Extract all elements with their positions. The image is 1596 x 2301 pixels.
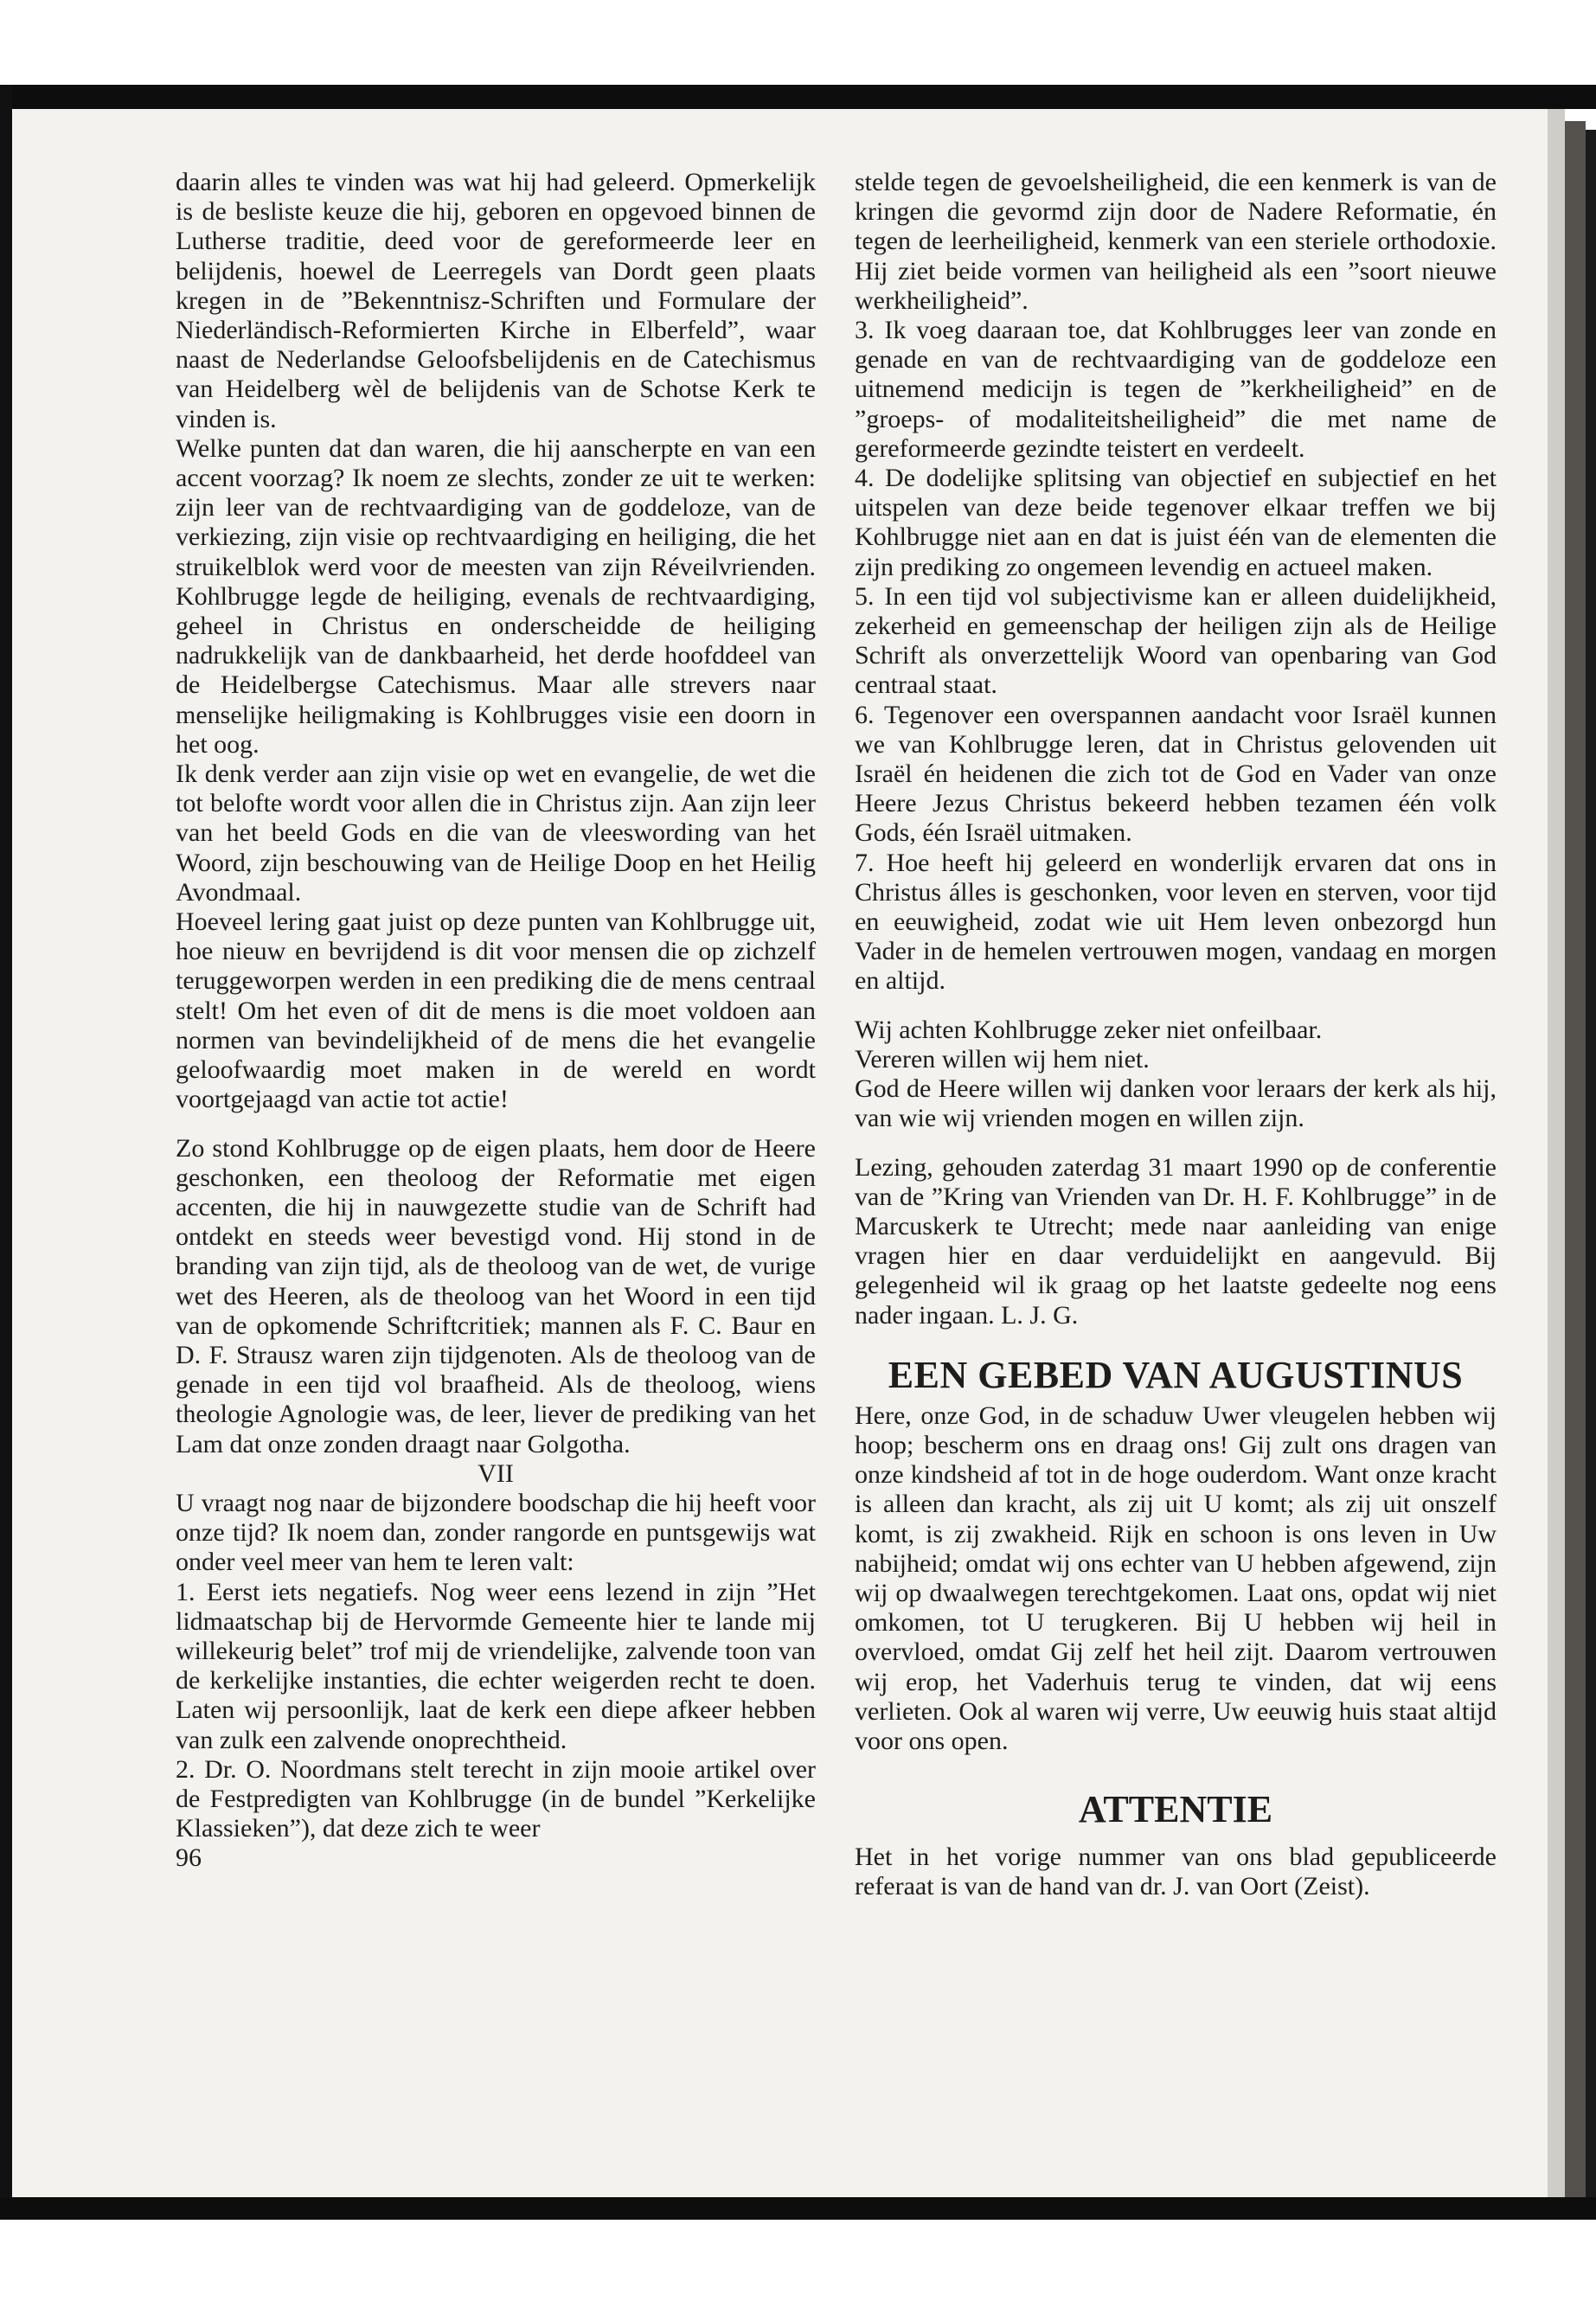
paragraph: 1. Eerst iets negatiefs. Nog weer eens lezend in zijn ”Het lidmaatschap bij de Hervormde Gemeente hier te lande mij willekeurig belet” trof mij de vriendelijke, zalvende toon van de kerkelijke instanties, die echter weigerden recht te doen. Laten wij persoonlijk, laat de kerk een diepe afkeer hebben van zulk een zalvende onoprechtheid. [176, 1577, 816, 1754]
paragraph: 6. Tegenover een overspannen aandacht voor Israël kunnen we van Kohlbrugge leren, dat in Christus gelovenden uit Israël én heidenen die zich tot de God en Vader van onze Heere Jezus Christus bekeerd hebben tezamen één volk Gods, één Israël uitmaken. [855, 700, 1497, 848]
left-column [176, 168, 816, 1874]
attention-text: Het in het vorige nummer van ons blad gepubliceerde referaat is van de hand van dr. J. van Oort (Zeist). [855, 1843, 1497, 1901]
paragraph: stelde tegen de gevoelsheiligheid, die een kenmerk is van de kringen die gevormd zijn door de Nadere Reformatie, én tegen de leerheiligheid, kenmerk van een steriele orthodoxie. Hij ziet beide vormen van heiligheid als een ”soort nieuwe werkheiligheid”. [855, 168, 1497, 315]
page-edge-shadow [1565, 121, 1586, 2197]
scan-top-border [0, 85, 1596, 109]
prayer-text: Here, onze God, in de schaduw Uwer vleugelen hebben wij hoop; bescherm ons en draag ons! Gij zult ons dragen van onze kindsheid af tot in de hoge ouderdom. Want onze kracht is alleen dan kracht, als zij uit U komt; als zij uit onszelf komt, is zij zwakheid. Rijk en schoon is ons leven in Uw nabijheid; omdat wij ons echter van U hebben afgewend, zijn wij op dwaalwegen terechtgekomen. Laat ons, opdat wij niet omkomen, tot U terugkeren. Bij U hebben wij heil in overvloed, omdat Gij zelf het heil zijt. Daarom vertrouwen wij erop, het Vaderhuis terug te vinden, dat wij eens verlieten. Ook al waren wij verre, Uw eeuwig huis staat altijd voor ons open. [855, 1400, 1497, 1755]
paragraph: 5. In een tijd vol subjectivisme kan er alleen duidelijkheid, zekerheid en gemeenschap der heiligen zijn als de Heilige Schrift als onverzettelijk Woord van openbaring van God centraal staat. [855, 581, 1497, 700]
closing-line: Vereren willen wij hem niet. [855, 1044, 1150, 1074]
section-heading: VII [478, 1458, 514, 1488]
lecture-note: Lezing, gehouden zaterdag 31 maart 1990 op de conferentie van de ”Kring van Vrienden van Dr. H. F. Kohlbrugge” in de Marcuskerk te Utrecht; mede naar aanleiding van enige vragen hier en daar verduidelijkt en aangevuld. Bij gelegenheid wil ik graag op het laatste gedeelte nog eens nader ingaan. L. J. G. [855, 1152, 1497, 1330]
scan-bottom-border [0, 2197, 1596, 2220]
prayer-heading: EEN GEBED VAN AUGUSTINUS [888, 1353, 1464, 1396]
page-number: 96 [176, 1843, 202, 1873]
right-column [855, 168, 1497, 1902]
paragraph: 2. Dr. O. Noordmans stelt terecht in zijn mooie artikel over de Festpredigten van Kohlbrugge (in de bundel ”Kerkelijke Klassieken”), dat deze zich te weer [176, 1754, 816, 1843]
closing-line: Wij achten Kohlbrugge zeker niet onfeilbaar. [855, 1015, 1323, 1044]
paragraph: U vraagt nog naar de bijzondere boodschap die hij heeft voor onze tijd? Ik noem dan, zonder rangorde en puntsgewijs wat onder veel meer van hem te leren valt: [176, 1488, 816, 1577]
paragraph: Hoeveel lering gaat juist op deze punten van Kohlbrugge uit, hoe nieuw en bevrijdend is dit voor mensen die op zichzelf teruggeworpen werden in een prediking die de mens centraal stelt! Om het even of dit de mens is die moet voldoen aan normen van bevindelijkheid of de mens die het evangelie geloofwaardig moet maken in de wereld en wordt voortgejaagd van actie tot actie! [176, 907, 816, 1114]
closing-line: God de Heere willen wij danken voor leraars der kerk als hij, van wie wij vrienden mogen en willen zijn. [855, 1074, 1497, 1133]
paragraph: daarin alles te vinden was wat hij had geleerd. Opmerkelijk is de besliste keuze die hij, geboren en opgevoed binnen de Lutherse traditie, deed voor de gereformeerde leer en belijdenis, hoewel de Leerregels van Dordt geen plaats kregen in de ”Bekenntnisz-Schriften und Formulare der Niederländisch-Reformierten Kirche in Elberfeld”, waar naast de Nederlandse Geloofsbelijdenis en de Catechismus van Heidelberg wèl de belijdenis van de Schotse Kerk te vinden is. [176, 168, 816, 433]
paragraph: Welke punten dat dan waren, die hij aanscherpte en van een accent voorzag? Ik noem ze slechts, zonder ze uit te werken: zijn leer van de rechtvaardiging van de goddeloze, van de verkiezing, zijn visie op rechtvaardiging en heiliging, die het struikelblok werd voor de meesten van zijn Réveilvrienden. Kohlbrugge legde de heiliging, evenals de rechtvaardiging, geheel in Christus en onderscheidde de heiliging nadrukkelijk van de dankbaarheid, het derde hoofddeel van de Heidelbergse Catechismus. Maar alle strevers naar menselijke heiligmaking is Kohlbrugges visie een doorn in het oog. [176, 433, 816, 759]
paragraph: 4. De dodelijke splitsing van objectief en subjectief en het uitspelen van deze beide tegenover elkaar treffen we bij Kohlbrugge niet aan en dat is juist één van de elementen die zijn prediking zo ongemeen levendig en actueel maken. [855, 464, 1497, 581]
page-edge-dark [1586, 130, 1596, 2197]
attention-heading: ATTENTIE [1078, 1788, 1273, 1831]
scan-left-border [0, 85, 12, 2204]
paragraph: 7. Hoe heeft hij geleerd en wonderlijk ervaren dat ons in Christus álles is geschonken, voor leven en sterven, voor tijd en eeuwigheid, zodat wie uit Hem leven onbezorgd hun Vader in de hemelen vertrouwen mogen, vandaag en morgen en altijd. [855, 848, 1497, 996]
page-edge-light [1548, 109, 1565, 2197]
paragraph: 3. Ik voeg daaraan toe, dat Kohlbrugges leer van zonde en genade en van de rechtvaardiging van de goddeloze een uitnemend medicijn is tegen de ”kerkheiligheid” en de ”groeps- of modaliteitsheiligheid” die met name de gereformeerde gezindte teistert en verdeelt. [855, 316, 1497, 463]
paragraph: Zo stond Kohlbrugge op de eigen plaats, hem door de Heere geschonken, een theoloog der Reformatie met eigen accenten, die hij in nauwgezette studie van de Schrift had ontdekt en steeds weer bevestigd vond. Hij stond in de branding van zijn tijd, als de theoloog van de wet, de vurige wet des Heeren, als de theoloog van het Woord in een tijd van de opkomende Schriftcritiek; mannen als F. C. Baur en D. F. Strausz waren zijn tijdgenoten. Als de theoloog van de genade in een tijd vol braafheid. Als de theoloog, wiens theologie Agnologie was, de leer, liever de prediking van het Lam dat onze zonden draagt naar Golgotha. [176, 1133, 816, 1458]
paragraph: Ik denk verder aan zijn visie op wet en evangelie, de wet die tot belofte wordt voor allen die in Christus zijn. Aan zijn leer van het beeld Gods en die van de vleeswording van het Woord, zijn beschouwing van de Heilige Doop en het Heilig Avondmaal. [176, 760, 816, 907]
